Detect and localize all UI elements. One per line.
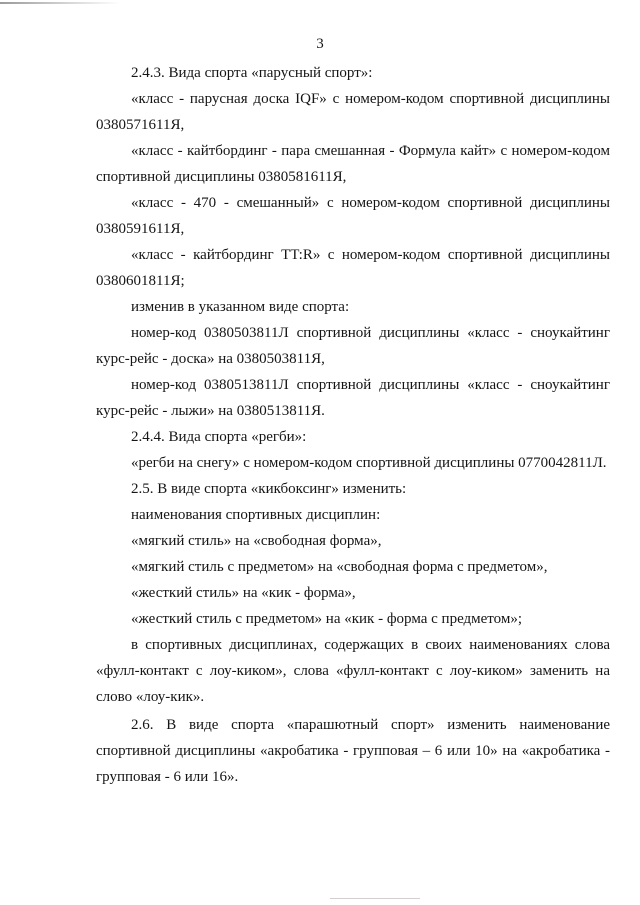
rename-item: «мягкий стиль» на «свободная форма», — [131, 533, 382, 549]
replacement-paragraph: в спортивных дисциплинах, содержащих в своих наименованиях слова «фулл-контакт с лоу-киком», слова «фулл-контакт с лоу-киком» заменить на слово «лоу-кик». — [96, 637, 610, 705]
discipline-item: «класс - кайтбординг - пара смешанная - Формула кайт» с номером-кодом спортивной дисциплины 0380581611Я, — [96, 143, 610, 185]
scan-artifact-top — [0, 2, 120, 4]
amendment-intro: изменив в указанном виде спорта: — [131, 299, 350, 315]
page-number: 3 — [316, 36, 324, 52]
rename-intro: наименования спортивных дисциплин: — [131, 507, 381, 523]
discipline-item: «класс - 470 - смешанный» с номером-кодом спортивной дисциплины 0380591611Я, — [96, 195, 610, 237]
discipline-item: «класс - парусная доска IQF» с номером-кодом спортивной дисциплины 0380571611Я, — [96, 91, 610, 133]
amendment-item: номер-код 0380503811Л спортивной дисциплины «класс - сноукайтинг курс-рейс - доска» на 0380503811Я, — [96, 325, 610, 367]
section-2-4-3-heading: 2.4.3. Вида спорта «парусный спорт»: — [131, 65, 373, 81]
discipline-item: «регби на снегу» с номером-кодом спортивной дисциплины 0770042811Л. — [131, 455, 607, 471]
section-2-4-4-heading: 2.4.4. Вида спорта «регби»: — [131, 429, 307, 445]
scan-artifact-bottom — [330, 898, 420, 899]
section-2-5-heading: 2.5. В виде спорта «кикбоксинг» изменить: — [131, 481, 407, 497]
section-2-6-paragraph: 2.6. В виде спорта «парашютный спорт» изменить наименование спортивной дисциплины «акробатика - групповая – 6 или 10» на «акробатика - групповая - 6 или 16». — [96, 717, 610, 785]
rename-item: «мягкий стиль с предметом» на «свободная форма с предметом», — [131, 559, 548, 575]
amendment-item: номер-код 0380513811Л спортивной дисциплины «класс - сноукайтинг курс-рейс - лыжи» на 0380513811Я. — [96, 377, 610, 419]
document-body — [96, 60, 610, 790]
discipline-item: «класс - кайтбординг TT:R» с номером-кодом спортивной дисциплины 0380601811Я; — [96, 247, 610, 289]
rename-item: «жесткий стиль с предметом» на «кик - форма с предметом»; — [131, 611, 523, 627]
rename-item: «жесткий стиль» на «кик - форма», — [131, 585, 356, 601]
